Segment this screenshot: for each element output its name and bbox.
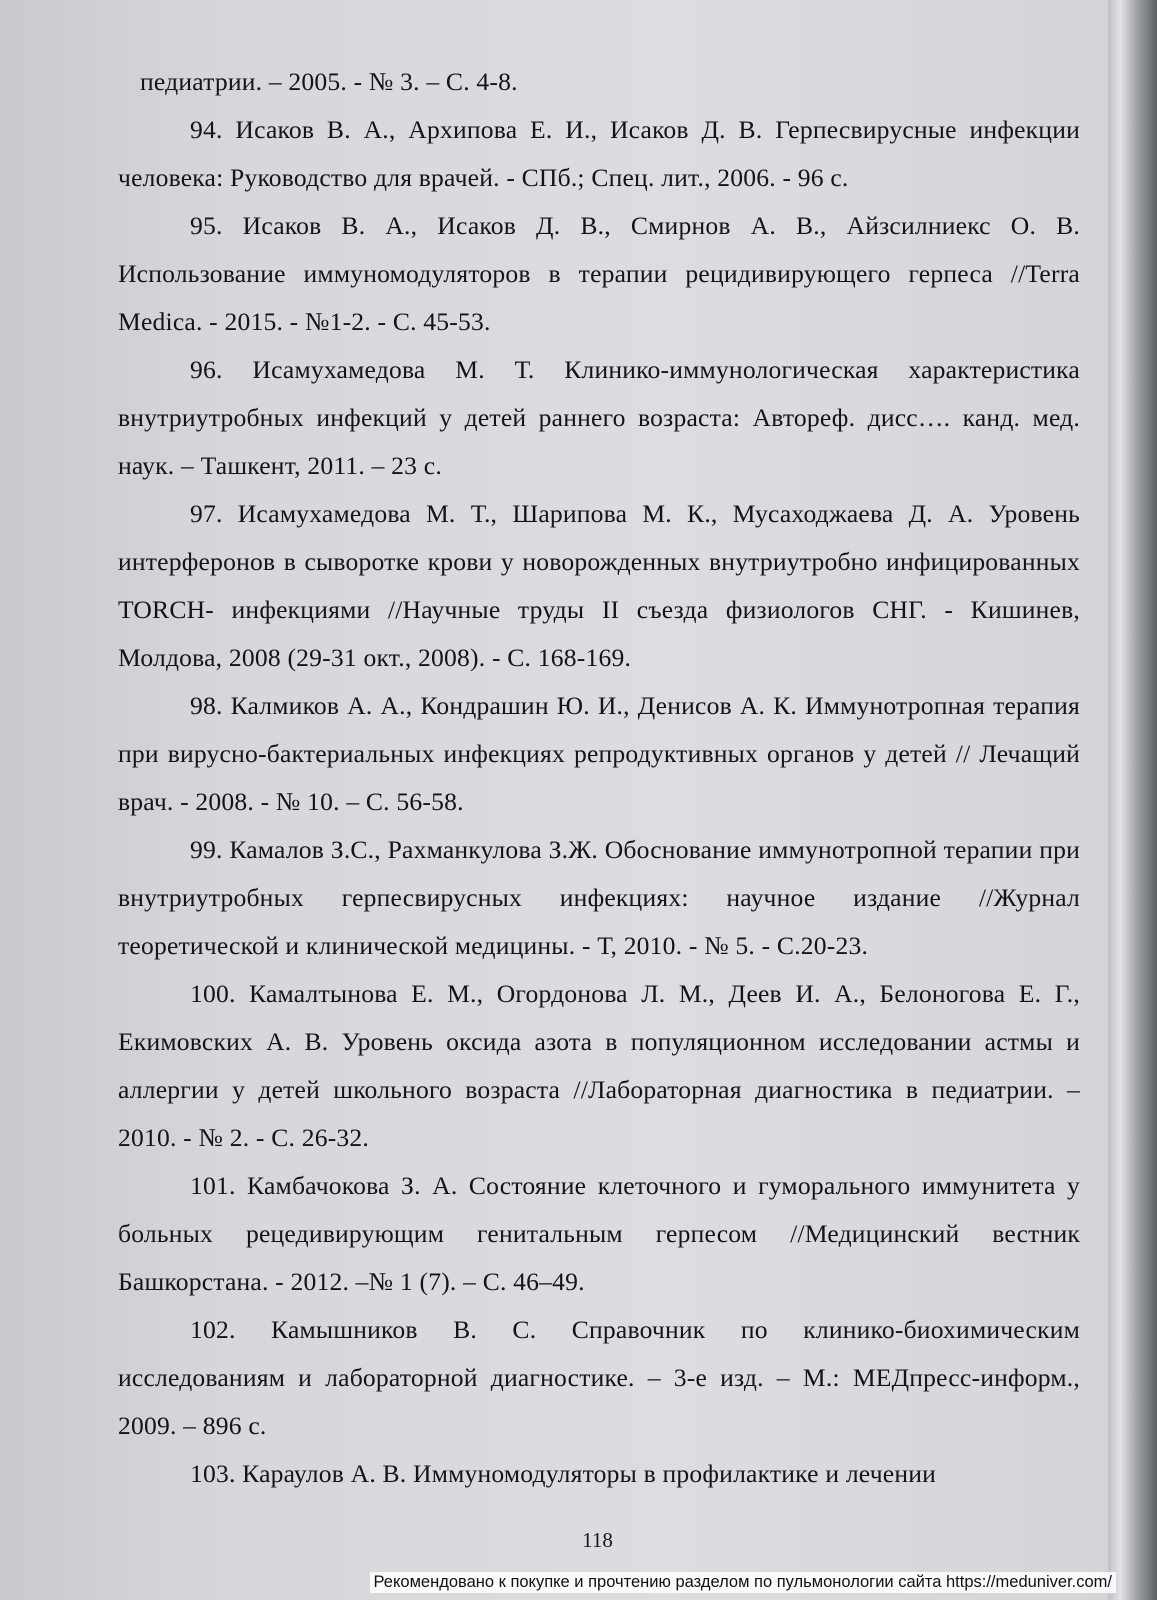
reference-entry-102: 102. Камышников В. С. Справочник по клинико-биохимическим исследованиям и лабораторной диагностике. – 3-е изд. – М.: МЕДпресс-информ., 2009. – 896 с. [118,1315,1080,1440]
page-number: 118 [582,1528,613,1552]
reference-entry-93-continued: педиатрии. – 2005. - № 3. – С. 4-8. [140,67,518,96]
reference-entry-99: 99. Камалов З.С., Рахманкулова З.Ж. Обоснование иммунотропной терапии при внутриутробных герпесвирусных инфекциях: научное издание //Журнал теоретической и клинической медицины. - Т, 2010. - № 5. - С.20-23. [118,835,1080,960]
reference-entry-97: 97. Исамухамедова М. Т., Шарипова М. К., Мусаходжаева Д. А. Уровень интерферонов в сыворотке крови у новорожденных внутриутробно инфицированных TORCH- инфекциями //Научные труды II съезда физиологов СНГ. - Кишинев, Молдова, 2008 (29-31 окт., 2008). - С. 168-169. [118,499,1080,672]
reference-entry-98: 98. Калмиков А. А., Кондрашин Ю. И., Денисов А. К. Иммунотропная терапия при вирусно-бактериальных инфекциях репродуктивных органов у детей // Лечащий врач. - 2008. - № 10. – С. 56-58. [118,691,1080,816]
reference-entry-94: 94. Исаков В. А., Архипова Е. И., Исаков Д. В. Герпесвирусные инфекции человека: Руководство для врачей. - СПб.; Спец. лит., 2006. - 96 с. [118,115,1080,192]
page-edge-shadow [1108,0,1157,1600]
reference-list [118,58,1080,1498]
reference-entry-101: 101. Камбачокова З. А. Состояние клеточного и гуморального иммунитета у больных рецедивирующим генитальным герпесом //Медицинский вестник Башкорстана. - 2012. –№ 1 (7). – С. 46–49. [118,1171,1080,1296]
reference-entry-96: 96. Исамухамедова М. Т. Клинико-иммунологическая характеристика внутриутробных инфекций у детей раннего возраста: Автореф. дисс…. канд. мед. наук. – Ташкент, 2011. – 23 с. [118,355,1080,480]
reference-entry-95: 95. Исаков В. А., Исаков Д. В., Смирнов А. В., Айзсилниекс О. В. Использование иммуномодуляторов в терапии рецидивирующего герпеса //Terra Medica. - 2015. - №1-2. - С. 45-53. [118,211,1080,336]
watermark-banner: Рекомендовано к покупке и прочтению разделом по пульмонологии сайта https://meduniver.com/ [370,1572,1116,1593]
reference-entry-103: 103. Караулов А. В. Иммуномодуляторы в профилактике и лечении [190,1459,937,1488]
reference-entry-100: 100. Камалтынова Е. М., Огордонова Л. М., Деев И. А., Белоногова Е. Г., Екимовских А. В. Уровень оксида азота в популяционном исследовании астмы и аллергии у детей школьного возраста //Лабораторная диагностика в педиатрии. – 2010. - № 2. - С. 26-32. [118,979,1080,1152]
